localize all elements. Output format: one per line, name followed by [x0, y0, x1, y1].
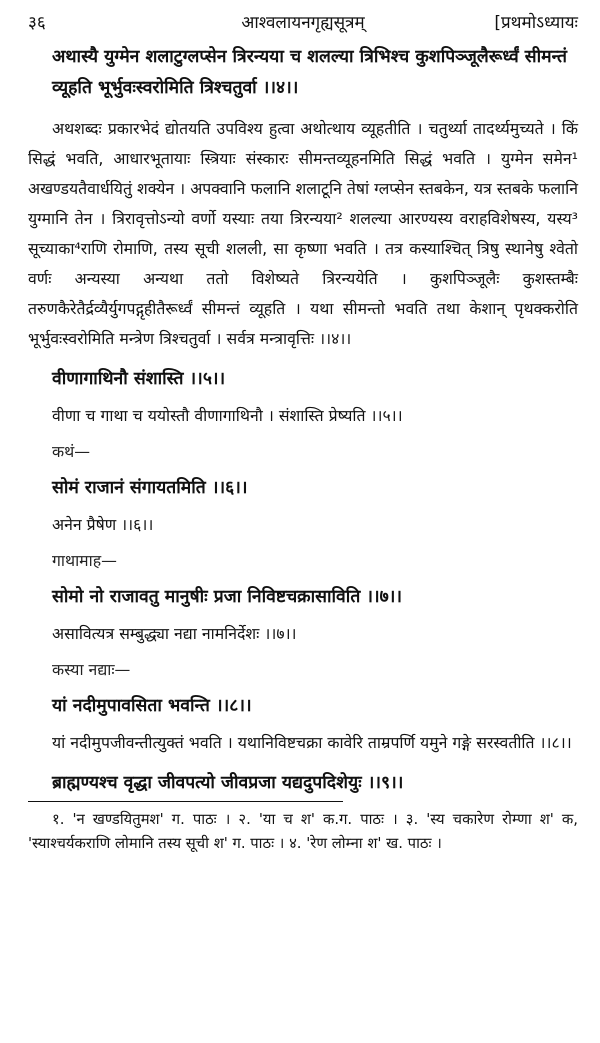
lead-in-gatha: गाथामाह— [52, 551, 117, 570]
page-number: ३६ [28, 13, 46, 33]
sutra-9: ब्राह्मण्यश्च वृद्धा जीवपत्यो जीवप्रजा यद्यदुपदिशेयुः ।।९।। [52, 773, 404, 793]
commentary-5: वीणा च गाथा च ययोस्तौ वीणागाथिनौ । संशास्ति प्रेष्यति ।।५।। [52, 406, 403, 425]
page-header [28, 0, 578, 36]
sutra-5: वीणागाथिनौ संशास्ति ।।५।। [52, 369, 226, 389]
sutra-6: सोमं राजानं संगायतमिति ।।६।। [52, 478, 248, 498]
sutra-7: सोमो नो राजावतु मानुषीः प्रजा निविष्टचक्रासाविति ।।७।। [52, 587, 403, 607]
commentary-4: अथशब्दः प्रकारभेदं द्योतयति उपविश्य हुत्वा अथोत्थाय व्यूहतीति । चतुर्थ्या तादर्थ्यमुच्यते । किं सिद्धं भवति, आधारभूतायाः स्त्रियाः संस्कारः सीमन्तव्यूहनमिति सिद्धं भवति । युग्मेन समेन¹ अखण्डयतैवार्धयितुं शक्येन । अपक्वानि फलानि शलाटूनि तेषां ग्लप्सेन स्तबकेन, यत्र स्तबके फलानि युग्मानि तेन । त्रिरावृत्तोऽन्यो वर्णो यस्याः तया त्रिरन्यया² शलल्या आरण्यस्य वराहविशेषस्य, यस्य³ सूच्याका⁴राणि रोमाणि, तस्य सूची शलली, सा कृष्णा भवति । तत्र कस्याश्चित् त्रिषु स्थानेषु श्वेतो वर्णः अन्यस्या अन्यथा ततो विशेष्यते त्रिरन्ययेति । कुशपिञ्जूलैः कुशस्तम्बैः तरुणकैरेतैर्द्रव्यैर्युगपद्गृहीतैरूर्ध्वं सीमन्तं व्यूहति । यथा सीमन्तो भवति तथा केशान् पृथक्करोति भूर्भुवःस्वरोमिति मन्त्रेण त्रिश्चतुर्वा । सर्वत्र मन्त्रावृत्तिः ।।४।। [28, 119, 578, 348]
sutra-4: अथास्यै युग्मेन शलाटुग्लप्सेन त्रिरन्यया च शलल्या त्रिभिश्च कुशपिञ्जूलैरूर्ध्वं सीमन्तं व्यूहति भूर्भुवःस्वरोमिति त्रिश्चतुर्वा ।।४।। [52, 47, 567, 98]
commentary-8: यां नदीमुपजीवन्तीत्युक्तं भवति । यथानिविष्टचक्रा कावेरि ताम्रपर्णि यमुने गङ्गे सरस्वतीति ।।८।। [52, 733, 572, 752]
chapter-heading: [प्रथमोऽध्यायः [494, 13, 578, 33]
running-title: आश्वलायनगृह्यसूत्रम् [241, 13, 365, 33]
footnote-rule [28, 801, 343, 802]
lead-in-nadya: कस्या नद्याः— [52, 660, 131, 679]
lead-in-katham: कथं— [52, 442, 91, 461]
footnotes: १. 'न खण्डयितुमश' ग. पाठः । २. 'या च श' क.ग. पाठः । ३. 'स्य चकारेण रोम्णा श' क, 'स्याश्चर्यकराणि लोमानि तस्य सूची श' ग. पाठः । ४. 'रेण लोम्ना श' ख. पाठः । [28, 811, 578, 852]
commentary-7: असावित्यत्र सम्बुद्ध्या नद्या नामनिर्देशः ।।७।। [52, 624, 297, 643]
commentary-6: अनेन प्रैषेण ।।६।। [52, 515, 154, 534]
sutra-8: यां नदीमुपावसिता भवन्ति ।।८।। [52, 696, 252, 716]
